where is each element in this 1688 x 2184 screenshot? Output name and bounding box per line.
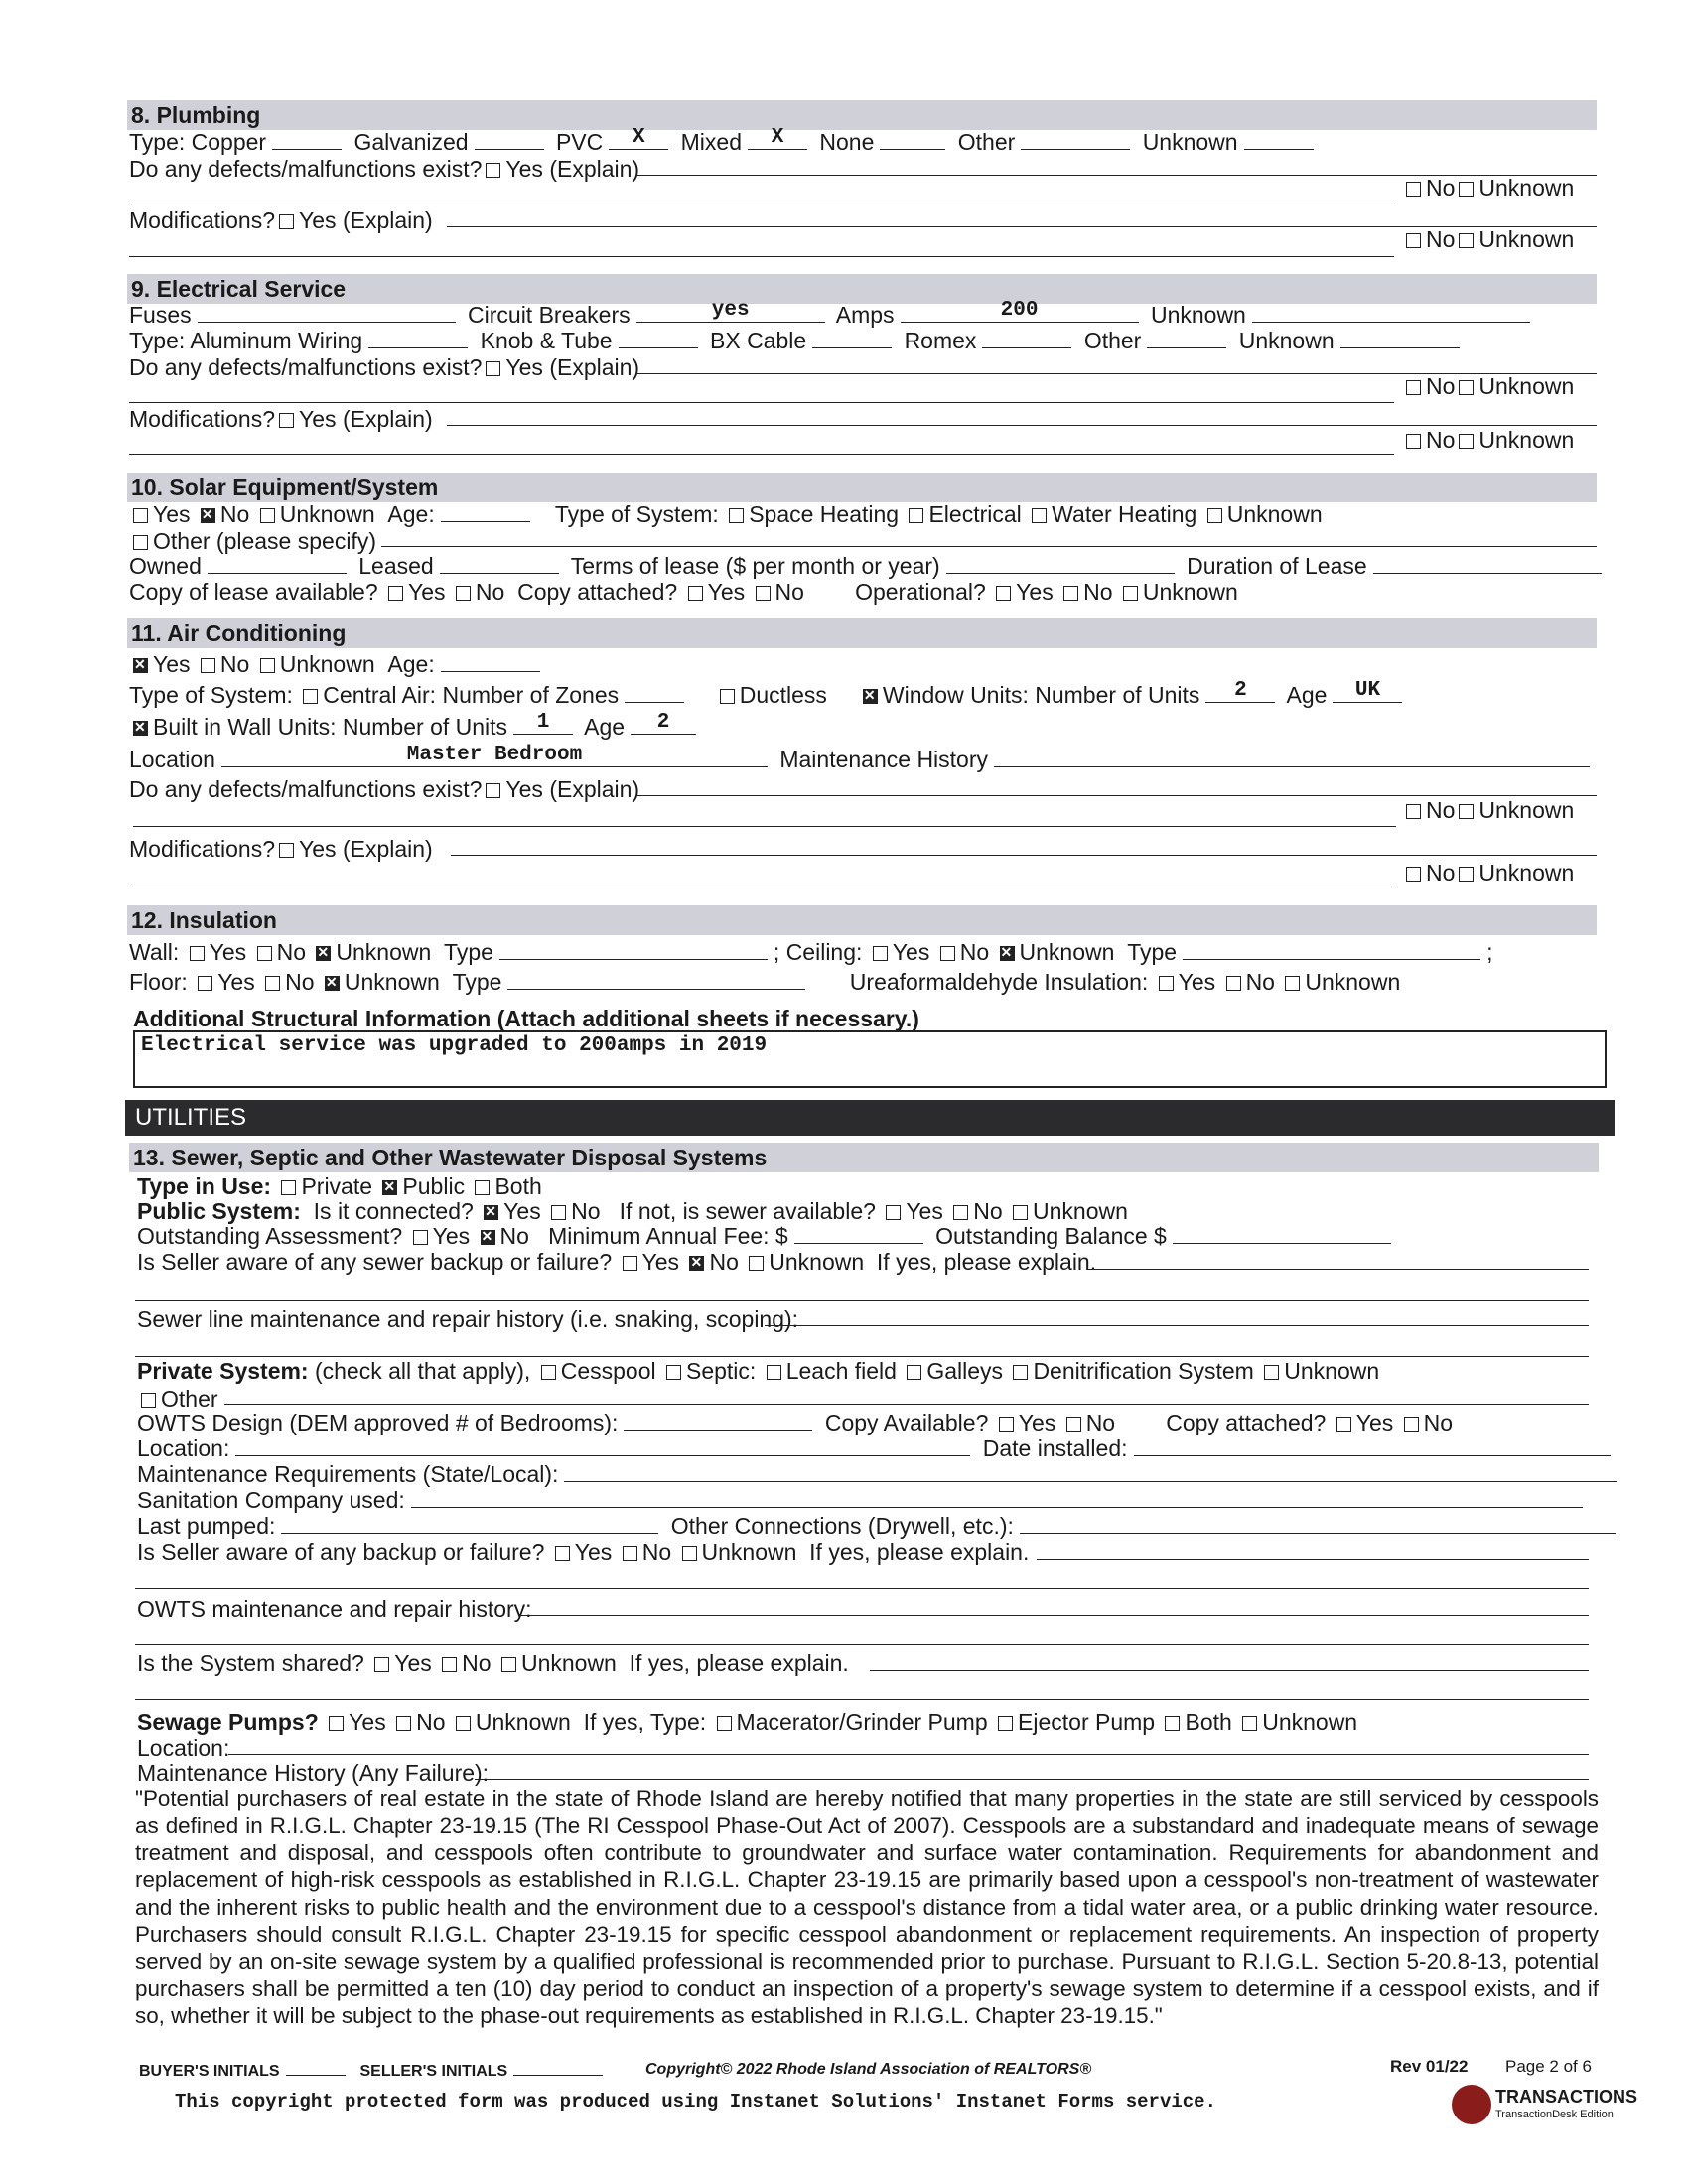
operational-no-checkbox[interactable]	[1063, 586, 1078, 601]
private-other-line[interactable]	[224, 1404, 1589, 1405]
ceiling-no-checkbox[interactable]	[940, 946, 955, 961]
ac-defects-no-unknown: No Unknown	[1402, 797, 1574, 824]
shared-line[interactable]	[870, 1670, 1589, 1671]
fuses-field[interactable]	[198, 304, 456, 323]
pumps-maint-row: Maintenance History (Any Failure):	[137, 1760, 490, 1786]
urea-unknown-checkbox[interactable]	[1285, 976, 1300, 991]
breakers-field[interactable]: yes	[636, 304, 825, 323]
floor-unknown-checkbox[interactable]	[325, 976, 340, 991]
assessment-row: Outstanding Assessment? Yes ✕ No Minimum Annual Fee: $ Outstanding Balance $	[137, 1223, 1607, 1250]
owts-copy-attached-no-checkbox[interactable]	[1404, 1417, 1419, 1432]
electrical-mods-no-unknown: No Unknown	[1402, 427, 1574, 454]
section-12-header: 12. Insulation	[127, 905, 1597, 935]
septic-checkbox[interactable]	[666, 1365, 681, 1380]
window-units-field[interactable]: 2	[1205, 684, 1275, 703]
plumbing-mods-unknown-checkbox[interactable]	[1459, 233, 1474, 248]
solar-other-line[interactable]	[381, 546, 1597, 547]
insulation-row-2: Floor: Yes No ✕ Unknown Type Ureaformaldehyde Insulation: Yes No Unknown	[129, 969, 1599, 996]
solar-age-field[interactable]	[441, 503, 530, 522]
assessment-yes-checkbox[interactable]	[413, 1230, 428, 1245]
ac-defects-line-2[interactable]	[133, 826, 1396, 827]
operational-unknown-checkbox[interactable]	[1123, 586, 1138, 601]
sewer-available-yes-checkbox[interactable]	[886, 1205, 901, 1220]
ac-mods-row: Modifications? Yes (Explain)	[129, 836, 433, 862]
private-backup-unknown-checkbox[interactable]	[682, 1546, 697, 1561]
solar-row-2: Other (please specify)	[129, 528, 1599, 555]
ac-defects-line[interactable]	[637, 795, 1597, 796]
floor-type-field[interactable]	[507, 971, 805, 990]
central-air-checkbox[interactable]	[303, 689, 318, 704]
water-heating-checkbox[interactable]	[1032, 508, 1047, 523]
electrical-row-1: Fuses Circuit Breakers yes Amps 200 Unknown	[129, 302, 1599, 329]
additional-info-label: Additional Structural Information (Attach additional sheets if necessary.)	[133, 1006, 919, 1031]
ac-unknown-checkbox[interactable]	[260, 658, 275, 673]
plumbing-mods-yes-checkbox[interactable]	[279, 214, 294, 229]
copper-field[interactable]	[272, 131, 342, 150]
shared-line-2[interactable]	[135, 1699, 1589, 1700]
private-backup-no-checkbox[interactable]	[623, 1546, 637, 1561]
copy-attached-no-checkbox[interactable]	[756, 586, 771, 601]
macerator-checkbox[interactable]	[717, 1716, 732, 1731]
ac-age-field[interactable]	[441, 653, 540, 672]
last-pumped-row: Last pumped: Other Connections (Drywell, etc.):	[137, 1513, 1607, 1540]
copy-available-no-checkbox[interactable]	[1066, 1417, 1081, 1432]
ac-maintenance-field[interactable]	[994, 749, 1590, 767]
sanitation-row: Sanitation Company used:	[137, 1487, 1607, 1514]
insulation-row-1: Wall: Yes No ✕ Unknown Type ; Ceiling: Yes No ✕ Unknown Type ;	[129, 939, 1599, 966]
section-13-header: 13. Sewer, Septic and Other Wastewater Disposal Systems	[129, 1143, 1599, 1172]
solar-row-3: Owned Leased Terms of lease ($ per month or year) Duration of Lease	[129, 553, 1599, 580]
sewer-backup-unknown-checkbox[interactable]	[749, 1256, 764, 1271]
urea-no-checkbox[interactable]	[1226, 976, 1241, 991]
sewer-maint-line[interactable]	[765, 1325, 1589, 1326]
cesspool-disclosure-paragraph: "Potential purchasers of real estate in the state of Rhode Island are hereby notified that many properties in the state are still serviced by cesspools as defined in R.I.G.L. Chapter 23-19.15 (The RI Cesspool Phase-Out Act of 2007). Cesspools are a substandard and inadequate means of sewage treatment and disposal, and cesspools often contribute to groundwater and surface water contamination. Requirements for abandonment and replacement of high-risk cesspools as established in R.I.G.L. Chapter 23-19.15 are primarily based upon a cesspool's non-treatment of wastewater and the inherent risks to public health and the environment due to a cesspool's distance from a tidal water area, or a public drinking water resource. Purchasers should consult R.I.G.L. Chapter 23-19.15 for specific cesspool abandonment or replacement requirements. An inspection of property served by an on-site sewage system by a qualified professional is recommended prior to purchase. Pursuant to R.I.G.L. Section 5-20.8-13, potential purchasers shall be permitted a ten (10) day period to conduct an inspection of a property's sewage system to determine if a cesspool exists, and if so, whether it will be subject to the phase-out requirements as established in R.I.G.L. Chapter 23-19.15."	[135, 1786, 1599, 2029]
ac-defects-no-checkbox[interactable]	[1406, 804, 1421, 819]
pumps-both-checkbox[interactable]	[1165, 1716, 1180, 1731]
owts-row: OWTS Design (DEM approved # of Bedrooms): Copy Available? Yes No Copy attached? Yes No	[137, 1410, 1454, 1435]
electrical-type-unknown-field[interactable]	[1340, 330, 1460, 348]
knob-tube-field[interactable]	[619, 330, 698, 348]
ac-location-field[interactable]: Master Bedroom	[221, 749, 768, 767]
ac-row-2: Type of System: Central Air: Number of Zones Ductless ✕ Window Units: Number of Units 2 Age UK	[129, 682, 1599, 709]
sewer-public-checkbox[interactable]	[382, 1180, 397, 1195]
assessment-no-checkbox[interactable]	[481, 1230, 495, 1245]
ejector-checkbox[interactable]	[998, 1716, 1013, 1731]
electrical-mods-row: Modifications? Yes (Explain)	[129, 406, 433, 432]
wall-type-field[interactable]	[499, 941, 768, 960]
electrical-mods-unknown-checkbox[interactable]	[1459, 434, 1474, 449]
plumbing-mods-line-2[interactable]	[129, 256, 1394, 257]
sanitation-field[interactable]	[411, 1489, 1583, 1508]
built-in-wall-checkbox[interactable]	[133, 721, 148, 736]
copy-available-yes-checkbox[interactable]	[999, 1417, 1014, 1432]
other-connections-field[interactable]	[1020, 1515, 1616, 1534]
pumps-location-line[interactable]	[228, 1754, 1589, 1755]
plumbing-mods-row: Modifications? Yes (Explain)	[129, 207, 433, 233]
space-heating-checkbox[interactable]	[729, 508, 744, 523]
plumbing-defects-row: Do any defects/malfunctions exist? Yes (Explain)	[129, 156, 640, 182]
pumps-type-unknown-checkbox[interactable]	[1242, 1716, 1257, 1731]
electrical-mods-line[interactable]	[447, 425, 1597, 426]
electrical-mods-yes-checkbox[interactable]	[279, 413, 294, 428]
electrical-other-field[interactable]	[1147, 330, 1226, 348]
sewer-backup-row: Is Seller aware of any sewer backup or failure? Yes ✕ No Unknown If yes, please explain.	[137, 1249, 1607, 1276]
urea-yes-checkbox[interactable]	[1159, 976, 1174, 991]
ac-defects-unknown-checkbox[interactable]	[1459, 804, 1474, 819]
copy-lease-yes-checkbox[interactable]	[388, 586, 403, 601]
ac-no-checkbox[interactable]	[201, 658, 215, 673]
sewer-maint-line-2[interactable]	[135, 1356, 1589, 1357]
wall-no-checkbox[interactable]	[257, 946, 272, 961]
wall-yes-checkbox[interactable]	[190, 946, 205, 961]
solar-type-unknown-checkbox[interactable]	[1207, 508, 1222, 523]
solar-other-checkbox[interactable]	[133, 535, 148, 550]
aluminum-field[interactable]	[368, 330, 468, 348]
leach-field-checkbox[interactable]	[767, 1365, 781, 1380]
mixed-field[interactable]: X	[748, 131, 807, 150]
utilities-header: UTILITIES	[125, 1100, 1615, 1136]
ceiling-type-field[interactable]	[1183, 941, 1480, 960]
additional-info-box[interactable]: Electrical service was upgraded to 200amps in 2019	[133, 1030, 1607, 1088]
ac-mods-line[interactable]	[451, 855, 1597, 856]
ceiling-unknown-checkbox[interactable]	[1000, 946, 1015, 961]
ductless-checkbox[interactable]	[720, 689, 735, 704]
duration-field[interactable]	[1373, 555, 1602, 574]
electrical-row-2: Type: Aluminum Wiring Knob & Tube BX Cable Romex Other Unknown	[129, 328, 1599, 354]
section-10-header: 10. Solar Equipment/System	[127, 473, 1597, 502]
sewer-maint-row: Sewer line maintenance and repair history (i.e. snaking, scoping):	[137, 1306, 799, 1332]
plumbing-defects-unknown-checkbox[interactable]	[1459, 182, 1474, 197]
sewer-backup-no-checkbox[interactable]	[689, 1256, 704, 1271]
sewer-backup-line[interactable]	[1088, 1269, 1589, 1270]
instanet-notice: This copyright protected form was produced using Instanet Solutions' Instanet Forms service.	[175, 2091, 1216, 2113]
location-row: Location: Date installed:	[137, 1435, 1607, 1462]
unknown-field[interactable]	[1244, 131, 1314, 150]
electrical-mods-no-checkbox[interactable]	[1406, 434, 1421, 449]
maint-req-field[interactable]	[564, 1463, 1617, 1482]
sewer-available-unknown-checkbox[interactable]	[1013, 1205, 1028, 1220]
brand-name: TRANSACTIONS	[1495, 2087, 1637, 2107]
outstanding-balance-field[interactable]	[1173, 1225, 1391, 1244]
electrical-defects-no-checkbox[interactable]	[1406, 380, 1421, 395]
plumbing-mods-no-checkbox[interactable]	[1406, 233, 1421, 248]
copy-lease-no-checkbox[interactable]	[456, 586, 471, 601]
ac-mods-unknown-checkbox[interactable]	[1459, 867, 1474, 882]
ac-mods-yes-checkbox[interactable]	[279, 843, 294, 858]
private-location-field[interactable]	[235, 1437, 970, 1456]
private-other-checkbox[interactable]	[141, 1393, 156, 1408]
owts-copy-attached-yes-checkbox[interactable]	[1336, 1417, 1351, 1432]
solar-unknown-checkbox[interactable]	[260, 508, 275, 523]
shared-no-checkbox[interactable]	[442, 1657, 457, 1672]
private-unknown-checkbox[interactable]	[1264, 1365, 1279, 1380]
solar-row-4: Copy of lease available? Yes No Copy attached? Yes No Operational? Yes No Unknown	[129, 579, 1238, 605]
built-age-field[interactable]: 2	[631, 716, 696, 735]
electrical-defects-row: Do any defects/malfunctions exist? Yes (Explain)	[129, 354, 640, 380]
sewer-available-no-checkbox[interactable]	[953, 1205, 968, 1220]
electrical-defects-unknown-checkbox[interactable]	[1459, 380, 1474, 395]
cesspool-checkbox[interactable]	[541, 1365, 556, 1380]
section-8-header: 8. Plumbing	[127, 100, 1597, 130]
solar-yes-checkbox[interactable]	[133, 508, 148, 523]
sewer-private-checkbox[interactable]	[281, 1180, 296, 1195]
wall-unknown-checkbox[interactable]	[316, 946, 331, 961]
electrical-mods-line-2[interactable]	[129, 454, 1394, 455]
sewer-type-row: Type in Use: Private ✕ Public Both	[137, 1173, 1607, 1200]
revision: Rev 01/22	[1390, 2057, 1469, 2076]
amps-field[interactable]: 200	[901, 304, 1139, 323]
solar-no-checkbox[interactable]	[201, 508, 215, 523]
solar-electrical-checkbox[interactable]	[909, 508, 923, 523]
ac-row-3: ✕Built in Wall Units: Number of Units 1 Age 2	[129, 714, 1599, 741]
section-9-header: 9. Electrical Service	[127, 274, 1597, 304]
owts-maint-line-2[interactable]	[135, 1644, 1589, 1645]
sewer-backup-line-2[interactable]	[135, 1300, 1589, 1301]
galvanized-field[interactable]	[475, 131, 544, 150]
ac-yes-checkbox[interactable]	[133, 658, 148, 673]
copy-attached-yes-checkbox[interactable]	[688, 586, 703, 601]
pumps-unknown-checkbox[interactable]	[456, 1716, 471, 1731]
owts-maint-row: OWTS maintenance and repair history:	[137, 1596, 532, 1622]
section-11-header: 11. Air Conditioning	[127, 618, 1597, 648]
zones-field[interactable]	[625, 684, 684, 703]
romex-field[interactable]	[982, 330, 1071, 348]
terms-field[interactable]	[946, 555, 1175, 574]
ceiling-yes-checkbox[interactable]	[873, 946, 888, 961]
public-system-row: Public System: Is it connected? ✕ Yes No If not, is sewer available? Yes No Unknown	[137, 1198, 1607, 1225]
plumbing-defects-no-checkbox[interactable]	[1406, 182, 1421, 197]
shared-row: Is the System shared? Yes No Unknown If yes, please explain.	[137, 1650, 849, 1676]
last-pumped-field[interactable]	[281, 1515, 658, 1534]
brand-subtitle: TransactionDesk Edition	[1495, 2109, 1614, 2120]
ac-mods-no-unknown: No Unknown	[1402, 860, 1574, 887]
ac-defects-yes-checkbox[interactable]	[486, 783, 500, 798]
private-system-row: Private System: (check all that apply), Cesspool Septic: Leach field Galleys Denitrification System Unknown	[137, 1358, 1380, 1384]
pumps-no-checkbox[interactable]	[396, 1716, 411, 1731]
electrical-defects-yes-checkbox[interactable]	[486, 361, 500, 376]
owts-maint-line[interactable]	[518, 1615, 1589, 1616]
sewer-backup-yes-checkbox[interactable]	[623, 1256, 637, 1271]
private-backup-yes-checkbox[interactable]	[555, 1546, 570, 1561]
page-number: Page 2 of 6	[1505, 2057, 1592, 2076]
owts-bedrooms-field[interactable]	[624, 1412, 812, 1431]
buyer-initials-field[interactable]	[286, 2065, 346, 2076]
copyright-text: Copyright© 2022 Rhode Island Association of REALTORS®	[645, 2061, 1092, 2078]
sewer-both-checkbox[interactable]	[475, 1180, 490, 1195]
connected-no-checkbox[interactable]	[551, 1205, 566, 1220]
window-age-field[interactable]: UK	[1333, 684, 1402, 703]
ac-mods-no-checkbox[interactable]	[1406, 867, 1421, 882]
denitrification-checkbox[interactable]	[1013, 1365, 1028, 1380]
pvc-field[interactable]: X	[609, 131, 668, 150]
private-other-row: Other	[137, 1386, 1607, 1413]
plumbing-defects-yes-checkbox[interactable]	[486, 163, 500, 178]
solar-row-1: Yes ✕ No Unknown Age: Type of System: Space Heating Electrical Water Heating Unknown	[129, 501, 1599, 528]
pumps-row: Sewage Pumps? Yes No Unknown If yes, Type: Macerator/Grinder Pump Ejector Pump Both Unknown	[137, 1709, 1358, 1735]
ac-defects-row: Do any defects/malfunctions exist? Yes (Explain)	[129, 776, 640, 802]
built-units-field[interactable]: 1	[513, 716, 573, 735]
initials-row: BUYER'S INITIALS SELLER'S INITIALS	[139, 2063, 609, 2081]
leased-field[interactable]	[440, 555, 559, 574]
pumps-location-row: Location:	[137, 1735, 230, 1761]
seller-initials-field[interactable]	[513, 2065, 603, 2076]
plumbing-mods-no-unknown: No Unknown	[1402, 226, 1574, 253]
window-units-checkbox[interactable]	[863, 689, 878, 704]
shared-unknown-checkbox[interactable]	[501, 1657, 516, 1672]
ac-row-1: ✕Yes No Unknown Age:	[129, 651, 1599, 678]
electrical-defects-no-unknown: No Unknown	[1402, 373, 1574, 400]
pumps-yes-checkbox[interactable]	[329, 1716, 344, 1731]
plumbing-defects-no-unknown: No Unknown	[1402, 175, 1574, 202]
operational-yes-checkbox[interactable]	[996, 586, 1011, 601]
floor-no-checkbox[interactable]	[265, 976, 280, 991]
date-installed-field[interactable]	[1134, 1437, 1611, 1456]
electrical-unknown-field[interactable]	[1252, 304, 1530, 323]
ac-row-4: Location Master Bedroom Maintenance History	[129, 747, 1599, 773]
other-field[interactable]	[1021, 131, 1130, 150]
none-field[interactable]	[880, 131, 945, 150]
pumps-maint-line[interactable]	[475, 1779, 1589, 1780]
private-backup-row: Is Seller aware of any backup or failure? Yes No Unknown If yes, please explain.	[137, 1539, 1030, 1565]
bx-field[interactable]	[812, 330, 892, 348]
private-backup-line-2[interactable]	[135, 1588, 1589, 1589]
connected-yes-checkbox[interactable]	[484, 1205, 498, 1220]
galleys-checkbox[interactable]	[907, 1365, 921, 1380]
floor-yes-checkbox[interactable]	[198, 976, 212, 991]
electrical-defects-line-2[interactable]	[129, 402, 1394, 403]
private-backup-line[interactable]	[1037, 1559, 1589, 1560]
shared-yes-checkbox[interactable]	[374, 1657, 389, 1672]
min-fee-field[interactable]	[794, 1225, 923, 1244]
plumbing-type-row: Type: Copper Galvanized PVC X Mixed X None Other Unknown	[129, 129, 1599, 156]
owned-field[interactable]	[208, 555, 347, 574]
transactions-logo-icon	[1452, 2085, 1491, 2124]
maint-req-row: Maintenance Requirements (State/Local):	[137, 1461, 1607, 1488]
